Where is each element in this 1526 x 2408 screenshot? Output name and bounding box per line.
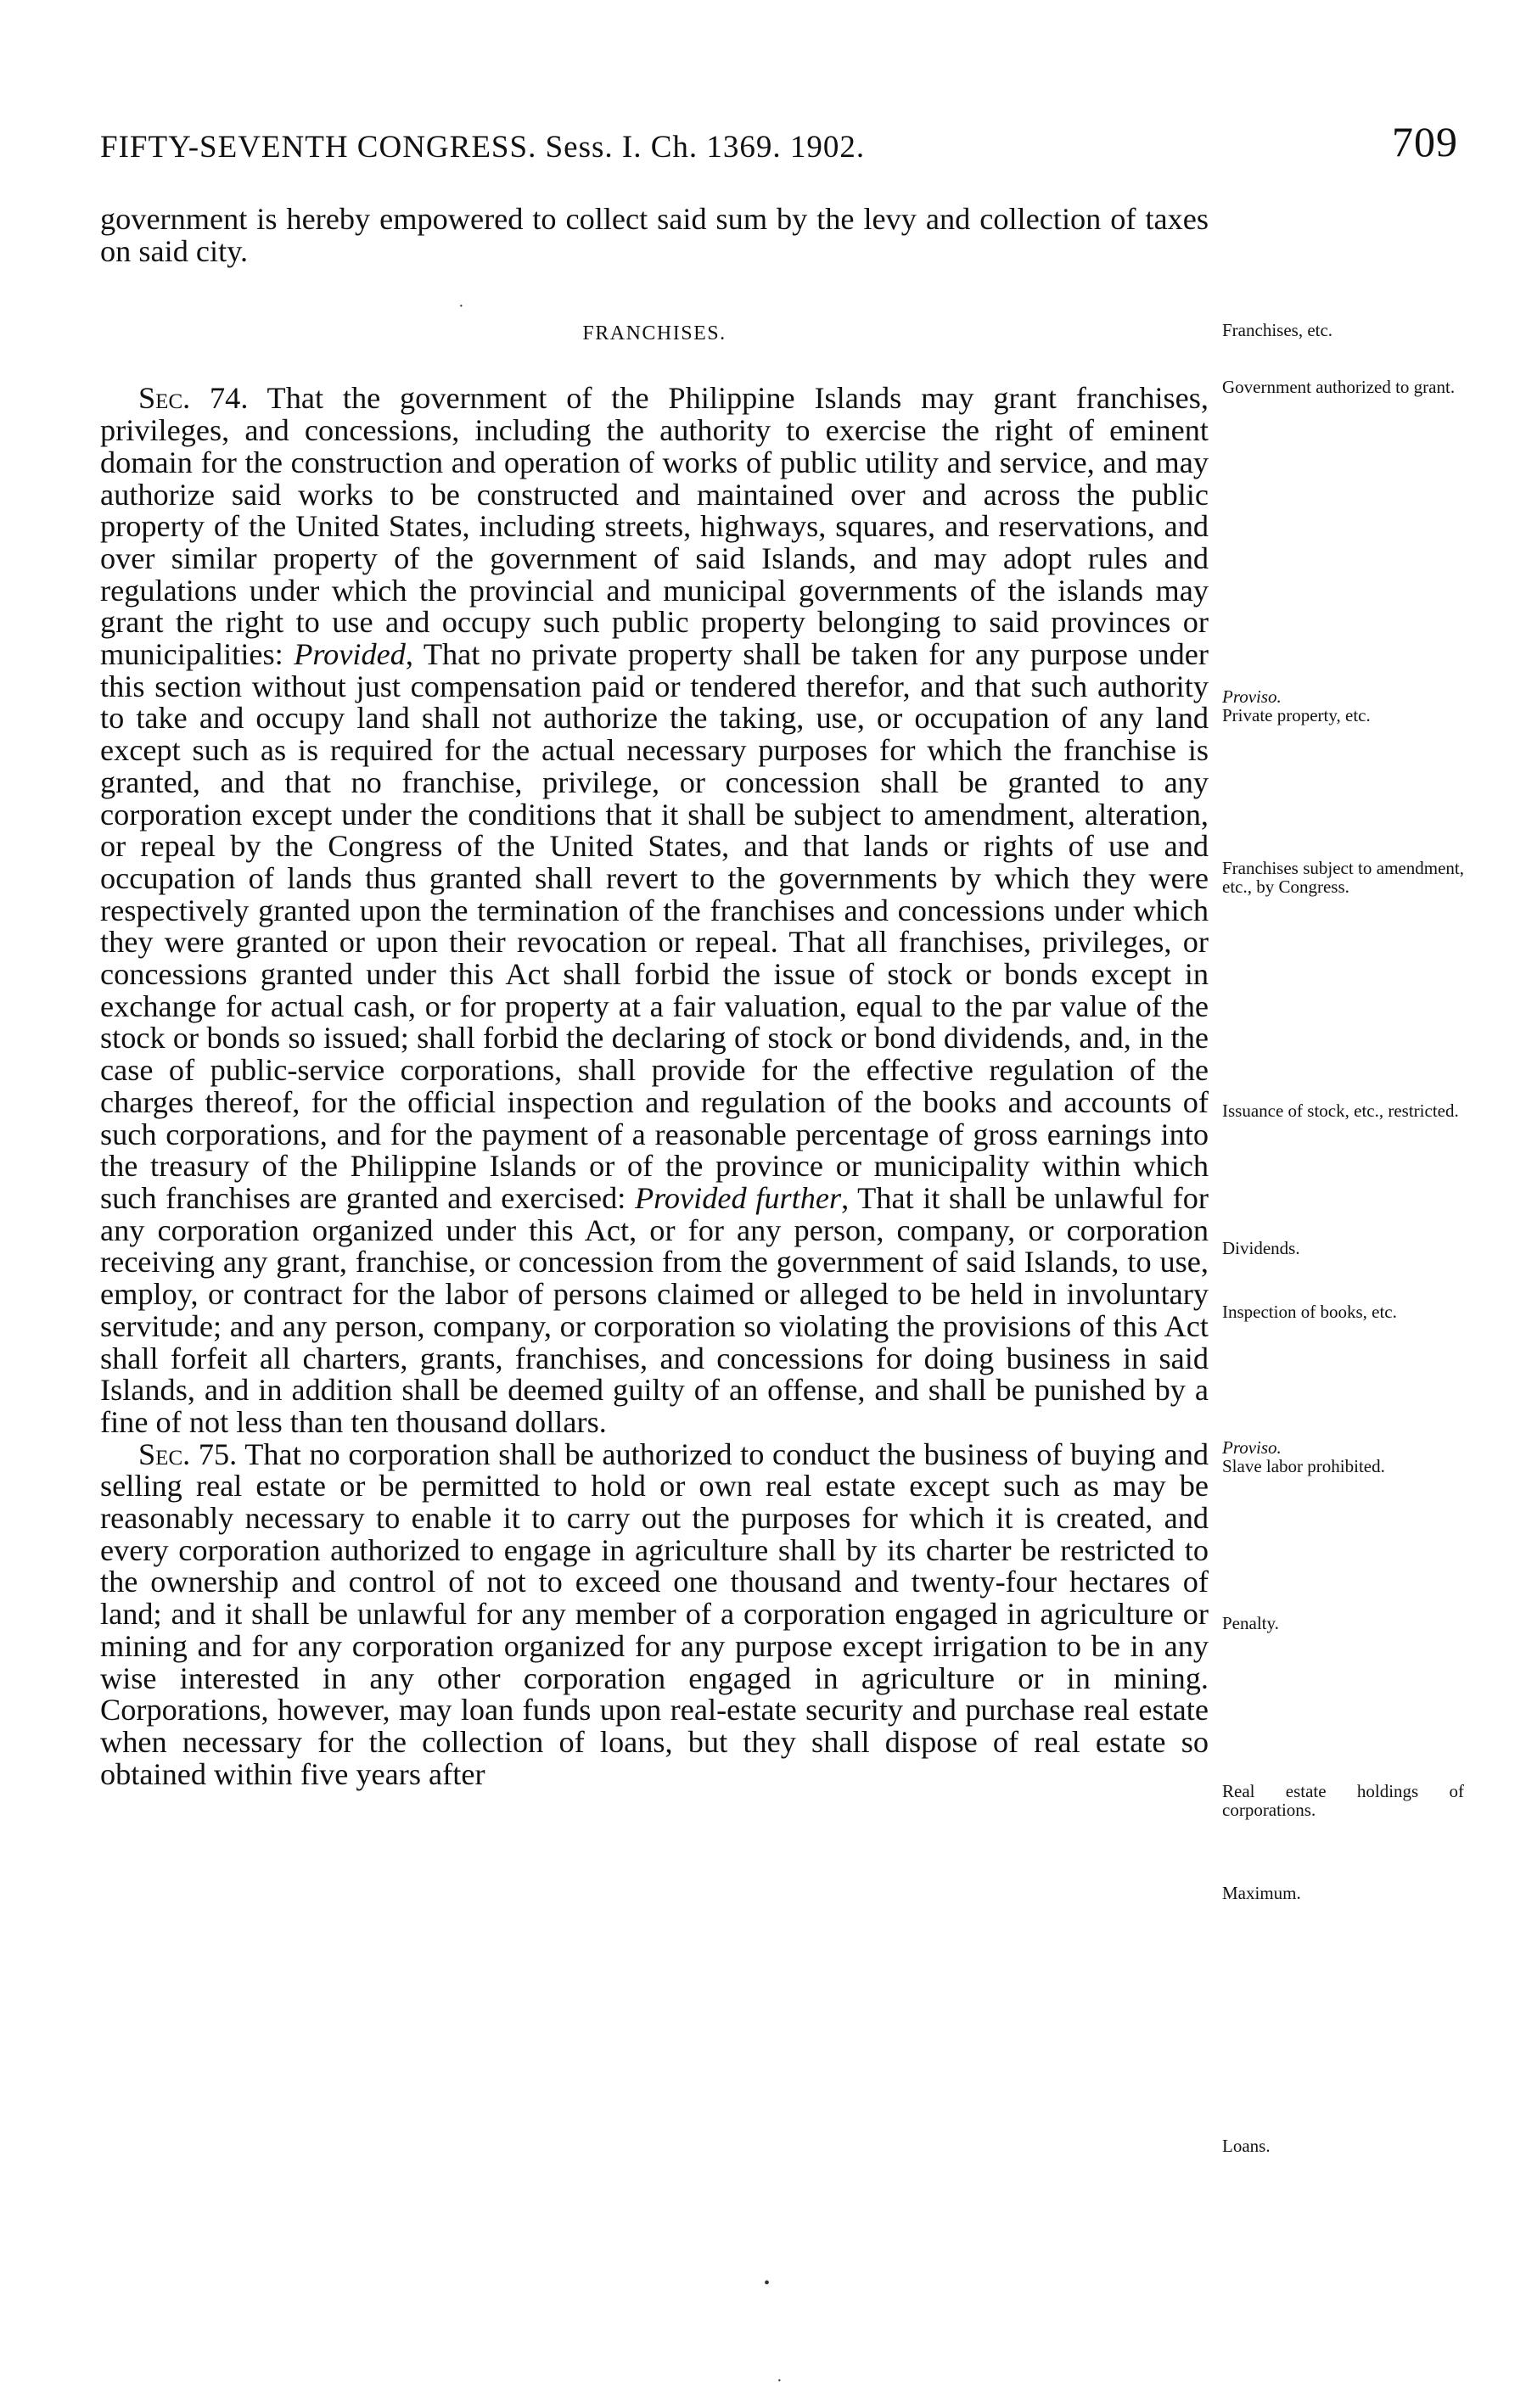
- margin-note-private-property: [1222, 687, 1464, 725]
- page-number: 709: [1392, 118, 1458, 165]
- margin-note-text: Franchises subject to amendment, etc., by Congress.: [1222, 858, 1464, 897]
- margin-note-maximum: [1222, 1884, 1464, 1902]
- margin-note-text: Dividends.: [1222, 1238, 1300, 1258]
- margin-note-penalty: [1222, 1614, 1464, 1632]
- margin-note-government-authorized: [1222, 378, 1464, 396]
- margin-note-text: Issuance of stock, etc., restricted.: [1222, 1100, 1459, 1121]
- section-74-text-3: , That it shall be unlawful for any corporation organized under this Act, or for any person, company, or corporation receiving any grant, franchise, or concession from the government of said Islands, to use, employ, or contract for the labor of persons claimed or alleged to be held in involuntary servitude; and any person, company, or corporation so violating the provisions of this Act shall forfeit all charters, grants, franchises, and concessions for doing business in said Islands, and in addition shall be deemed guilty of an offense, and shall be punished by a fine of not less than ten thousand dollars.: [100, 1180, 1209, 1439]
- page-body: [100, 204, 1209, 1790]
- margin-note-real-estate-holdings: [1222, 1782, 1464, 1819]
- margin-note-text: Government authorized to grant.: [1222, 377, 1456, 397]
- print-speck: ·: [777, 2372, 783, 2390]
- margin-note-slave-labor: [1222, 1438, 1464, 1476]
- running-head: FIFTY-SEVENTH CONGRESS. Sess. I. Ch. 1369. 1902.: [100, 130, 866, 165]
- margin-note-proviso-label: Proviso.: [1222, 1437, 1282, 1458]
- margin-note-proviso-label: Proviso.: [1222, 686, 1282, 707]
- section-74-text-2: , That no private property shall be taken for any purpose under this section without just compensation paid or tendered therefor, and that such authority to take and occupy land shall not authorize the taking, use, or occupation of any land except such as is required for the actual necessary purposes for which the franchise is granted, and that no franchise, privilege, or concession shall be granted to any corporation except under the conditions that it shall be subject to amendment, alteration, or repeal by the Congress of the United States, and that lands or rights of use and occupation of lands thus granted shall revert to the governments by which they were respectively granted upon the termination of the franchises and concessions under which they were granted or upon their revocation or repeal. That all franchises, privileges, or concessions granted under this Act shall forbid the issue of stock or bonds except in exchange for actual cash, or for property at a fair valuation, equal to the par value of the stock or bonds so issued; shall forbid the declaring of stock or bond dividends, and, in the case of public-service corporations, shall provide for the effective regulation of the charges thereof, for the official inspection and regulation of the books and accounts of such corporations, and for the payment of a reasonable percentage of gross earnings into the treasury of the Philippine Islands or of the province or municipality within which such franchises are granted and exercised:: [100, 637, 1209, 1215]
- margin-note-dividends: [1222, 1239, 1464, 1257]
- margin-note-text: Franchises, etc.: [1222, 320, 1333, 340]
- section-75-label: Sec. 75.: [138, 1436, 238, 1471]
- margin-notes: [1222, 0, 1468, 2408]
- margin-note-text: Real estate holdings of corporations.: [1222, 1781, 1464, 1820]
- margin-note-text: Slave labor prohibited.: [1222, 1456, 1385, 1476]
- continuation-paragraph: government is hereby empowered to collect said sum by the levy and collection of taxes on said city.: [100, 202, 1209, 268]
- section-75-text: That no corporation shall be authorized to conduct the business of buying and selling real estate or be permitted to hold or own real estate except such as may be reasonably necessary to enable it to carry out the purposes for which it is created, and every corporation authorized to engage in agriculture shall by its charter be restricted to the ownership and control of not to exceed one thousand and twenty-four hectares of land; and it shall be unlawful for any member of a corporation engaged in agriculture or mining and for any corporation organized for any purpose except irrigation to be in any wise interested in any other corporation engaged in agriculture or in mining. Corporations, however, may loan funds upon real-estate security and purchase real estate when necessary for the collection of loans, but they shall dispose of real estate so obtained within five years after: [100, 1436, 1209, 1791]
- print-speck: ·: [458, 297, 464, 316]
- section-74-proviso-2: Provided further: [634, 1180, 842, 1215]
- margin-note-issuance-of-stock: [1222, 1101, 1464, 1120]
- section-75: [100, 1436, 1209, 1791]
- margin-note-text: Private property, etc.: [1222, 705, 1371, 725]
- section-74-text-1: That the government of the Philippine Islands may grant franchises, privileges, and concessions, including the authority to exercise the right of eminent domain for the construction and operation of works of public utility and service, and may authorize said works to be constructed and maintained over and across the public property of the United States, including streets, highways, squares, and reservations, and over similar property of the government of said Islands, and may adopt rules and regulations under which the provincial and municipal governments of the islands may grant the right to use and occupy such public property belonging to said provinces or municipalities:: [100, 381, 1209, 672]
- margin-note-text: Inspection of books, etc.: [1222, 1302, 1397, 1322]
- margin-note-franchises-etc: [1222, 321, 1464, 339]
- margin-note-text: Penalty.: [1222, 1613, 1279, 1633]
- margin-note-inspection-of-books: [1222, 1302, 1464, 1321]
- section-74: [100, 383, 1209, 1438]
- print-speck: •: [764, 2274, 771, 2293]
- section-heading: FRANCHISES.: [582, 322, 727, 345]
- section-74-label: Sec. 74.: [138, 381, 249, 416]
- margin-note-franchises-subject: [1222, 859, 1464, 896]
- margin-note-text: Loans.: [1222, 2136, 1271, 2156]
- margin-note-loans: [1222, 2136, 1464, 2155]
- margin-note-text: Maximum.: [1222, 1883, 1301, 1903]
- section-74-proviso-1: Provided: [294, 637, 406, 672]
